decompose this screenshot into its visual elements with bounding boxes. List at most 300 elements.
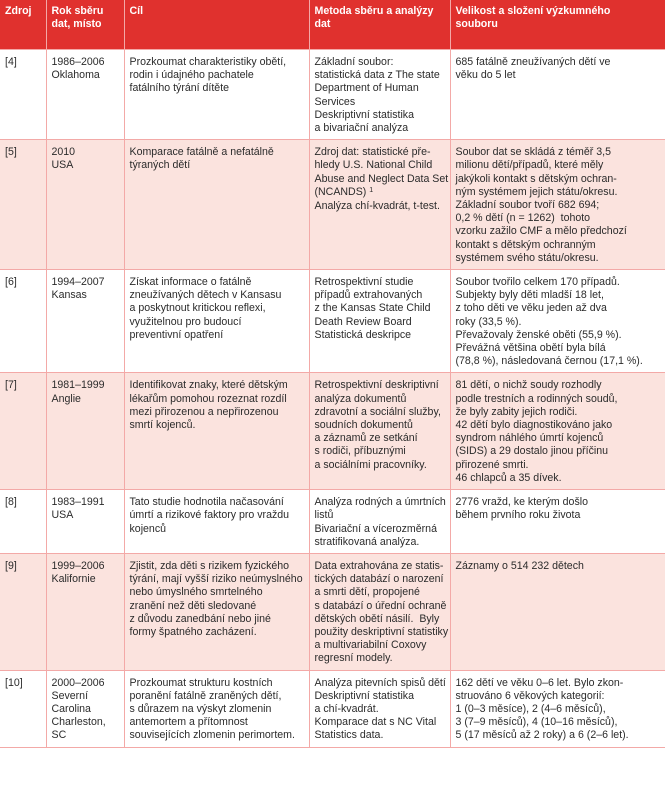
cell-text: Záznamy o 514 232 dětech	[455, 559, 584, 572]
cell-text: soudních dokumentů	[314, 419, 413, 432]
cell-line	[456, 690, 661, 703]
cell-text: a sociálními pracovníky.	[314, 458, 427, 471]
header-source	[0, 0, 46, 50]
cell-line	[315, 419, 445, 432]
cell-line	[315, 159, 445, 172]
cell-line	[315, 445, 445, 458]
cell-text: 2010	[51, 146, 76, 159]
cell-text: využitelnou pro budoucí	[129, 315, 242, 328]
cell-line	[456, 355, 661, 368]
cell-method	[309, 490, 450, 554]
cell-text: týraných dětí	[129, 159, 191, 172]
cell-text: 1986–2006	[51, 56, 105, 68]
cell-text: použity deskriptivní statistiky	[314, 625, 449, 638]
cell-text: 685 fatálně zneužívaných dětí ve	[455, 56, 611, 68]
header-line: Velikost a složení výzkumného	[455, 5, 611, 17]
cell-text: souvisejících zlomenin perimortem.	[129, 729, 295, 742]
cell-line	[456, 146, 661, 159]
footnote-marker: 1	[369, 186, 374, 194]
cell-line	[314, 172, 449, 186]
cell-sample	[450, 670, 665, 747]
cell-text: Analýza rodných a úmrtních	[314, 496, 446, 509]
cell-text: [5]	[5, 146, 17, 159]
cell-line	[130, 626, 304, 639]
cell-line	[456, 729, 661, 742]
cell-text: Komparace fatálně a nefatálně	[129, 146, 274, 159]
cell-line	[130, 146, 304, 159]
cell-text: Základní soubor:	[314, 56, 394, 68]
cell-line	[456, 472, 661, 485]
cell-goal	[124, 50, 309, 140]
cell-line	[130, 600, 304, 613]
cell-line	[315, 613, 445, 626]
header-row	[0, 0, 665, 50]
cell-line	[315, 600, 445, 613]
cell-text: 2000–2006	[51, 676, 105, 689]
cell-text: 1981–1999	[51, 379, 105, 392]
cell-text: zneužívaných dětech v Kansasu	[129, 289, 282, 302]
cell-line	[52, 159, 119, 172]
cell-text: z the Kansas State Child	[314, 302, 431, 315]
cell-text: týrání, mají vyšší riziko neúmyslného	[129, 573, 303, 586]
cell-text: 2776 vražd, ke kterým došlo	[455, 496, 588, 509]
cell-sample	[450, 140, 665, 270]
cell-method	[309, 270, 450, 373]
cell-text: Statistics data.	[314, 729, 384, 742]
cell-sample	[450, 490, 665, 554]
cell-line	[456, 379, 661, 392]
cell-line	[52, 690, 119, 703]
cell-line	[315, 186, 445, 200]
cell-line	[52, 146, 119, 159]
cell-text: podle trestních a rodinných soudů,	[455, 392, 618, 405]
cell-text: a poskytnout kritickou reflexi,	[129, 302, 266, 315]
cell-line	[52, 379, 119, 392]
cell-line	[456, 316, 661, 329]
cell-text: formy špatného zacházení.	[129, 625, 257, 638]
cell-text: kojenců	[129, 522, 167, 535]
cell-text: Prozkoumat charakteristiky obětí,	[129, 56, 287, 68]
cell-line	[315, 690, 445, 703]
cell-line	[315, 379, 445, 392]
cell-goal	[124, 553, 309, 670]
cell-line	[456, 69, 661, 82]
cell-line	[315, 276, 445, 289]
cell-line	[456, 393, 661, 406]
cell-line	[52, 703, 119, 716]
cell-text: z důvodu zanedbání nebo jiné	[129, 612, 271, 625]
cell-text: struováno 6 věkových kategorií:	[455, 689, 605, 702]
cell-method	[309, 373, 450, 490]
cell-text: tických databází o narození	[314, 573, 444, 586]
cell-text: roky (33,5 %).	[455, 315, 522, 328]
header-goal	[124, 0, 309, 50]
cell-line	[130, 613, 304, 626]
cell-line	[456, 239, 661, 252]
table-row	[0, 490, 665, 554]
cell-line	[456, 509, 661, 522]
cell-text: Základní soubor tvoří 682 694;	[455, 199, 600, 212]
cell-text: 162 dětí ve věku 0–6 let. Bylo zkon-	[455, 676, 624, 689]
table-row	[0, 50, 665, 140]
cell-text: Kansas	[51, 289, 87, 302]
cell-line	[315, 56, 445, 69]
table-body	[0, 50, 665, 748]
cell-line	[456, 252, 661, 265]
cell-year-place	[46, 670, 124, 747]
cell-line	[456, 445, 661, 458]
cell-line	[315, 393, 445, 406]
cell-text: Bivariační a vícerozměrná	[314, 522, 437, 535]
cell-line	[130, 523, 304, 536]
cell-text: [9]	[5, 559, 17, 572]
cell-text: Retrospektivní studie	[314, 276, 414, 289]
cell-text: smrtí kojenců.	[129, 419, 196, 432]
cell-method	[309, 140, 450, 270]
cell-line	[130, 159, 304, 172]
cell-text: poranění fatálně zraněných dětí,	[129, 689, 282, 702]
cell-line	[315, 302, 445, 315]
cell-line	[52, 716, 119, 729]
cell-line	[456, 186, 661, 199]
header-line: souboru	[455, 18, 498, 31]
cell-line	[456, 302, 661, 315]
cell-text: Získat informace o fatálně	[129, 276, 252, 289]
cell-line	[315, 96, 445, 109]
cell-text: preventivní opatření	[129, 328, 224, 341]
cell-text: SC	[51, 729, 67, 742]
cell-text: 1999–2006	[51, 559, 105, 572]
cell-line	[456, 225, 661, 238]
header-line: dat, místo	[51, 18, 102, 31]
cell-method	[309, 670, 450, 747]
cell-line	[315, 509, 445, 522]
cell-text: a smrti dětí, propojené	[314, 586, 420, 599]
cell-line	[456, 159, 661, 172]
cell-text: 1994–2007	[51, 276, 105, 289]
cell-line	[130, 56, 304, 69]
cell-text: Death Review Board	[314, 315, 412, 328]
header-line: Cíl	[129, 5, 144, 17]
cell-text: fatálního týrání dítěte	[129, 82, 230, 95]
cell-line	[456, 329, 661, 342]
cell-line	[52, 56, 119, 69]
cell-line	[315, 496, 445, 509]
cell-text: listů	[314, 509, 334, 522]
cell-line	[130, 677, 304, 690]
cell-sample	[450, 270, 665, 373]
cell-text: 1 (0–3 měsíce), 2 (4–6 měsíců),	[455, 702, 606, 715]
cell-line	[52, 69, 119, 82]
cell-line	[456, 199, 661, 212]
cell-text: Kalifornie	[51, 573, 96, 586]
cell-line	[456, 496, 661, 509]
cell-text: věku do 5 let	[455, 69, 516, 82]
cell-text: regresní modely.	[314, 652, 393, 665]
cell-text: Abuse and Neglect Data Set	[314, 172, 449, 185]
cell-text: Komparace dat s NC Vital	[314, 716, 437, 729]
cell-line	[456, 419, 661, 432]
cell-line	[130, 276, 304, 289]
cell-line	[315, 523, 445, 536]
cell-text: přirozené smrti.	[455, 458, 529, 471]
cell-text: Soubor dat se skládá z téměř 3,5	[455, 146, 611, 159]
cell-line	[130, 82, 304, 95]
cell-year-place	[46, 553, 124, 670]
cell-line	[456, 276, 661, 289]
cell-text: 46 chlapců a 35 dívek.	[455, 471, 562, 484]
cell-source	[0, 140, 46, 270]
cell-text: a chí-kvadrát.	[314, 702, 379, 715]
header-line: dat	[314, 18, 331, 31]
cell-year-place	[46, 50, 124, 140]
cell-source	[0, 490, 46, 554]
cell-source	[0, 553, 46, 670]
cell-text: vzorku zažilo CMF a mělo předchozí	[455, 225, 627, 238]
cell-text: a záznamů ze setkání	[314, 432, 418, 445]
cell-text: mezi přirozenou a nepřirozenou	[129, 405, 279, 418]
cell-text: z toho děti ve věku jeden až dva	[455, 302, 607, 315]
cell-line	[314, 625, 449, 639]
cell-text: s databází o úřední ochraně	[314, 599, 447, 612]
cell-year-place	[46, 270, 124, 373]
cell-text: 81 dětí, o nichž soudy rozhodly	[455, 379, 602, 392]
table-row	[0, 373, 665, 490]
cell-text: 1983–1991	[51, 496, 105, 509]
cell-line	[52, 509, 119, 522]
cell-text: (NCANDS)	[314, 185, 367, 198]
cell-text: Charleston,	[51, 716, 106, 729]
cell-line	[315, 122, 445, 135]
cell-line	[315, 316, 445, 329]
cell-line	[456, 703, 661, 716]
cell-year-place	[46, 490, 124, 554]
cell-text: Retrospektivní deskriptivní	[314, 379, 439, 392]
cell-source	[0, 270, 46, 373]
cell-text: Zdroj dat: statistické pře-	[314, 146, 431, 159]
cell-text: USA	[51, 509, 74, 522]
cell-text: antemortem a přítomnost	[129, 716, 248, 729]
cell-line	[315, 109, 445, 122]
table-row	[0, 553, 665, 670]
cell-line	[456, 173, 661, 186]
cell-text: syndrom náhlého úmrtí kojenců	[455, 432, 604, 445]
cell-text: hledy U.S. National Child	[314, 159, 433, 172]
cell-line	[130, 289, 304, 302]
cell-sample	[450, 50, 665, 140]
cell-line	[315, 459, 445, 472]
cell-line	[130, 496, 304, 509]
cell-line	[52, 560, 119, 573]
cell-line	[130, 302, 304, 315]
cell-text: zranění než děti sledované	[129, 599, 257, 612]
cell-text: nebo úmyslného smrtelného	[129, 586, 263, 599]
cell-text: lékařům pomohou rozeznat rozdíl	[129, 392, 287, 405]
cell-line	[130, 329, 304, 342]
cell-text: Převažovaly ženské oběti (55,9 %).	[455, 328, 622, 341]
cell-text: statistická data z The state	[314, 69, 440, 82]
cell-line	[315, 82, 445, 95]
cell-line	[130, 729, 304, 742]
cell-line	[315, 406, 445, 419]
header-method	[309, 0, 450, 50]
cell-goal	[124, 490, 309, 554]
cell-text: (78,8 %), následovaná černou (17,1 %).	[455, 355, 643, 368]
cell-text: systémem svého státu/okresu.	[455, 251, 599, 264]
cell-line	[130, 406, 304, 419]
cell-text: 0,2 % dětí (n = 1262) tohoto	[455, 212, 591, 225]
cell-sample	[450, 373, 665, 490]
table-row	[0, 140, 665, 270]
cell-text: Services	[314, 95, 356, 108]
header-line: Rok sběru	[51, 5, 104, 17]
cell-line	[52, 276, 119, 289]
cell-text: Deskriptivní statistika	[314, 689, 414, 702]
cell-text: že byly zabity jejich rodiči.	[455, 405, 578, 418]
cell-text: analýza dokumentů	[314, 392, 407, 405]
cell-goal	[124, 373, 309, 490]
cell-line	[456, 560, 661, 573]
cell-text: 3 (7–9 měsíců), 4 (10–16 měsíců),	[455, 716, 618, 729]
cell-year-place	[46, 140, 124, 270]
cell-line	[315, 289, 445, 302]
cell-line	[315, 329, 445, 342]
cell-year-place	[46, 373, 124, 490]
cell-line	[456, 56, 661, 69]
cell-line	[52, 393, 119, 406]
cell-line	[456, 406, 661, 419]
table-row	[0, 670, 665, 747]
cell-line	[456, 677, 661, 690]
cell-line	[130, 716, 304, 729]
cell-line	[130, 316, 304, 329]
cell-text: Deskriptivní statistika	[314, 108, 414, 121]
cell-text: stratifikovaná analýza.	[314, 535, 420, 548]
cell-line	[315, 573, 445, 586]
cell-text: 5 (17 měsíců až 2 roky) a 6 (2–6 let).	[455, 729, 629, 742]
cell-text: (SIDS) a 29 dostalo jinou příčinu	[455, 445, 609, 458]
cell-text: s důrazem na výskyt zlomenin	[129, 702, 272, 715]
cell-line	[52, 496, 119, 509]
cell-line	[130, 703, 304, 716]
cell-text: Department of Human	[314, 82, 419, 95]
cell-goal	[124, 270, 309, 373]
cell-line	[52, 289, 119, 302]
cell-line	[130, 560, 304, 573]
table-header	[0, 0, 665, 50]
cell-line	[456, 432, 661, 445]
cell-line	[315, 716, 445, 729]
cell-text: Carolina	[51, 702, 91, 715]
cell-text: [10]	[5, 676, 23, 689]
header-line: Zdroj	[5, 5, 32, 17]
cell-line	[456, 459, 661, 472]
cell-text: Analýza chí-kvadrát, t-test.	[314, 200, 440, 213]
header-sample	[450, 0, 665, 50]
cell-line	[52, 677, 119, 690]
cell-source	[0, 670, 46, 747]
cell-line	[130, 379, 304, 392]
cell-line	[52, 573, 119, 586]
cell-line	[315, 69, 445, 82]
cell-text: Tato studie hodnotila načasování	[129, 496, 284, 509]
cell-text: [6]	[5, 276, 17, 289]
cell-text: dětských obětí násilí. Byly	[314, 612, 440, 625]
cell-text: případů extrahovaných	[314, 289, 423, 302]
cell-text: Prozkoumat strukturu kostních	[129, 676, 273, 689]
cell-text: Subjekty byly děti mladší 18 let,	[455, 289, 604, 302]
cell-source	[0, 50, 46, 140]
cell-line	[315, 200, 445, 213]
cell-text: Převážná většina obětí byla bílá	[455, 342, 606, 355]
cell-line	[315, 639, 445, 652]
cell-text: Zjistit, zda děti s rizikem fyzického	[129, 559, 290, 572]
cell-text: Statistická deskripce	[314, 328, 412, 341]
cell-text: [8]	[5, 496, 17, 509]
cell-line	[456, 212, 661, 225]
cell-source	[0, 373, 46, 490]
cell-goal	[124, 140, 309, 270]
cell-method	[309, 50, 450, 140]
cell-line	[456, 342, 661, 355]
cell-text: USA	[51, 159, 74, 172]
cell-text: a multivariabilní Coxovy	[314, 639, 427, 652]
cell-text: Severní	[51, 689, 89, 702]
table-row	[0, 270, 665, 373]
cell-line	[130, 69, 304, 82]
cell-text: úmrtí a rizikové faktory pro vraždu	[129, 509, 290, 522]
cell-text: ným systémem jejich státu/okresu.	[455, 185, 618, 198]
cell-text: jakýkoli kontakt s dětským ochran-	[455, 172, 617, 185]
cell-line	[52, 729, 119, 742]
cell-line	[315, 729, 445, 742]
cell-line	[456, 289, 661, 302]
cell-line	[456, 716, 661, 729]
cell-text: s rodiči, příbuznými	[314, 445, 406, 458]
cell-line	[315, 703, 445, 716]
cell-text: kontakt s dětským ochranným	[455, 238, 596, 251]
cell-text: zdravotní a sociální služby,	[314, 405, 441, 418]
cell-line	[130, 509, 304, 522]
cell-line	[315, 146, 445, 159]
cell-line	[315, 586, 445, 599]
cell-line	[315, 536, 445, 549]
cell-line	[130, 393, 304, 406]
cell-line	[315, 677, 445, 690]
cell-text: milionu dětí/případů, které měly	[455, 159, 604, 172]
cell-line	[130, 419, 304, 432]
header-year-place	[46, 0, 124, 50]
header-line: Metoda sběru a analýzy	[314, 5, 434, 17]
cell-text: Oklahoma	[51, 69, 100, 82]
cell-text: 42 dětí bylo diagnostikováno jako	[455, 419, 613, 432]
cell-line	[315, 432, 445, 445]
cell-goal	[124, 670, 309, 747]
cell-sample	[450, 553, 665, 670]
cell-text: [7]	[5, 379, 17, 392]
cell-line	[130, 586, 304, 599]
cell-text: během prvního roku života	[455, 509, 581, 522]
cell-line	[130, 690, 304, 703]
cell-text: [4]	[5, 56, 17, 68]
cell-line	[315, 560, 445, 573]
cell-text: Anglie	[51, 392, 81, 405]
cell-line	[130, 573, 304, 586]
cell-text: Data extrahována ze statis-	[314, 559, 444, 572]
cell-method	[309, 553, 450, 670]
cell-text: Soubor tvořilo celkem 170 případů.	[455, 276, 620, 289]
cell-text: Identifikovat znaky, které dětským	[129, 379, 288, 392]
